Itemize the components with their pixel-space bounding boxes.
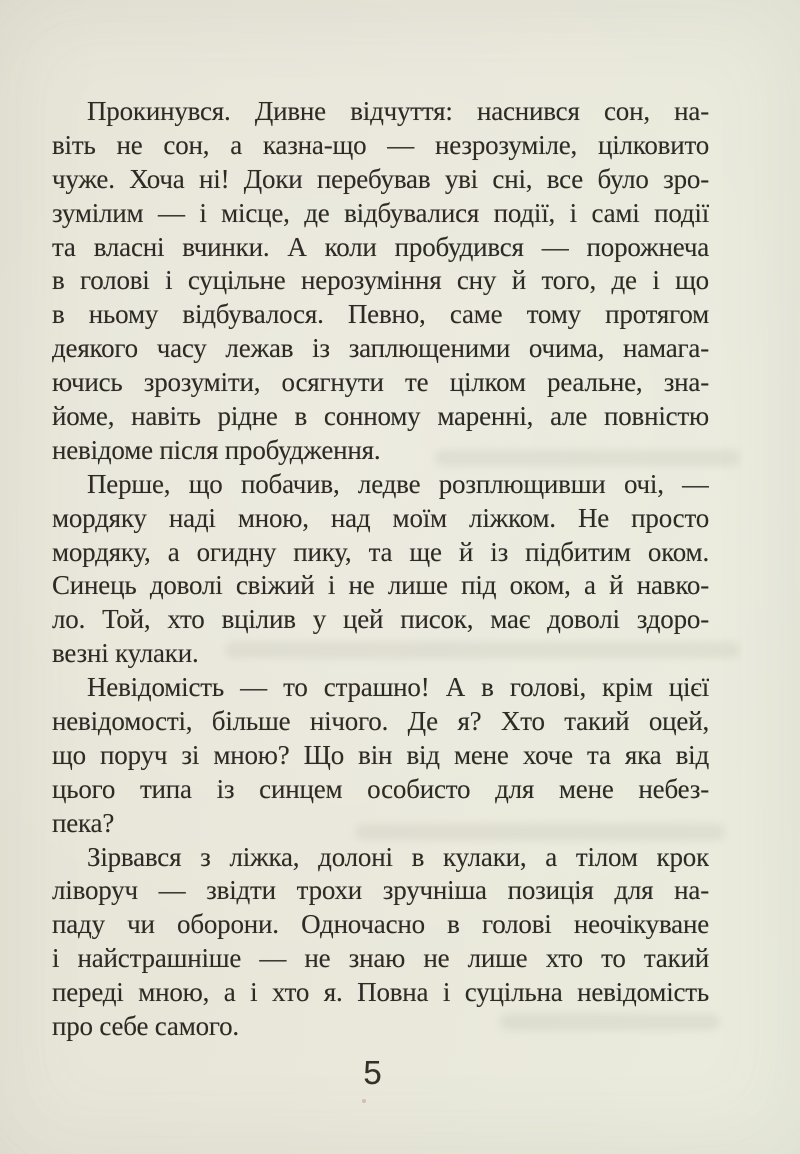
text-line: в ньому відбувалося. Певно, саме тому протягом xyxy=(52,299,709,330)
text-line: ло. Той, хто вцілив у цей писок, має доволі здоро- xyxy=(52,604,709,635)
text-line: Невідомість — то страшно! А в голові, крім цієї xyxy=(87,672,709,703)
text-line: паду чи оборони. Одночасно в голові неочікуване xyxy=(52,909,709,940)
text-line: деякого часу лежав із заплющеними очима, намага- xyxy=(52,333,709,364)
text-line: ючись зрозуміти, осягнути те цілком реальне, зна- xyxy=(52,367,709,398)
text-line: віть не сон, а казна-що — незрозуміле, цілковито xyxy=(52,129,709,160)
text-line: невідомості, більше нічого. Де я? Хто такий оцей, xyxy=(52,706,709,737)
text-line: ліворуч — звідти трохи зручніша позиція для на- xyxy=(52,875,709,906)
paper-speck xyxy=(362,1099,366,1103)
text-line: йоме, навіть рідне в сонному маренні, але повністю xyxy=(52,401,709,432)
text-line: що поруч зі мною? Що він від мене хоче та яка від xyxy=(52,739,709,770)
text-line: мордяку, а огидну пику, та ще й із підбитим оком. xyxy=(52,536,709,567)
text-line: цього типа із синцем особисто для мене небез- xyxy=(52,773,709,804)
text-line: Зірвався з ліжка, долоні в кулаки, а тілом крок xyxy=(87,841,709,872)
page-text xyxy=(52,95,709,1044)
text-line: Синець доволі свіжий і не лише під оком, а й навко- xyxy=(52,570,709,601)
text-line: зумілим — і місце, де відбувалися події, і самі події xyxy=(52,197,709,228)
text-line: переді мною, а і хто я. Повна і суцільна невідомість xyxy=(52,977,709,1008)
page-number: 5 xyxy=(363,1054,382,1091)
text-line: пека? xyxy=(52,807,115,838)
show-through-smudge xyxy=(355,824,725,840)
show-through-smudge xyxy=(225,642,740,658)
text-line: і найстрашніше — не знаю не лише хто то такий xyxy=(52,943,709,974)
text-line: та власні вчинки. А коли пробудився — порожнеча xyxy=(52,231,709,262)
show-through-smudge xyxy=(435,450,740,466)
text-line: везні кулаки. xyxy=(52,638,199,669)
text-line: чуже. Хоча ні! Доки перебував уві сні, все було зро- xyxy=(52,163,709,194)
text-line: в голові і суцільне нерозуміння сну й того, де і що xyxy=(52,265,709,296)
text-line: невідоме після пробудження. xyxy=(52,434,381,465)
text-line: Прокинувся. Дивне відчуття: наснився сон, на- xyxy=(87,96,709,126)
text-line: Перше, що побачив, ледве розплющивши очі, — xyxy=(87,468,709,499)
text-line: мордяку наді мною, над моїм ліжком. Не просто xyxy=(52,502,709,533)
show-through-smudge xyxy=(500,1014,720,1030)
text-line: про себе самого. xyxy=(52,1011,239,1042)
